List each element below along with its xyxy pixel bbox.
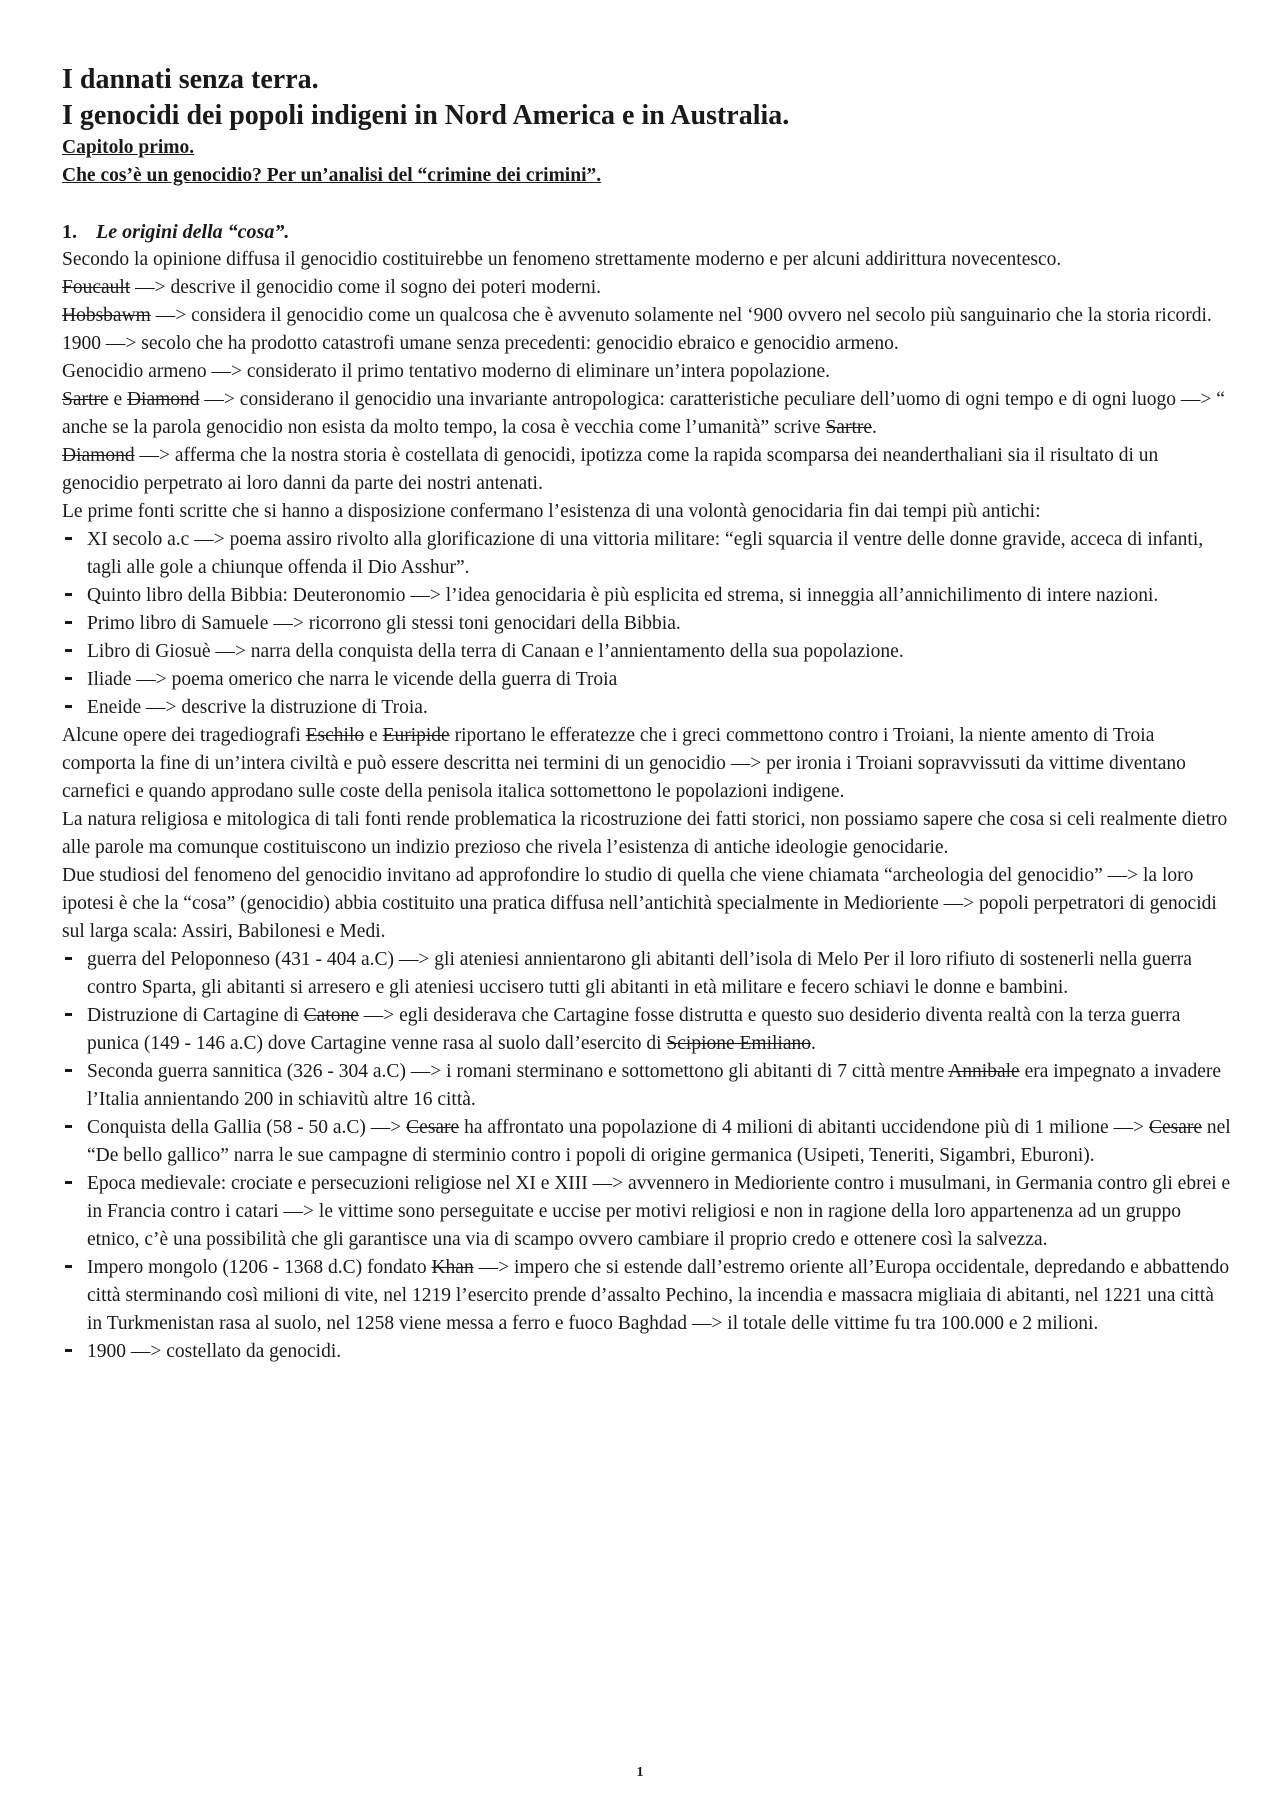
list-item: Iliade —> poema omerico che narra le vicende della guerra di Troia <box>62 666 1232 694</box>
list-item: 1900 —> costellato da genocidi. <box>62 1338 1232 1366</box>
list-item: Impero mongolo (1206 - 1368 d.C) fondato Khan —> impero che si estende dall’estremo oriente all’Europa occidentale, depredando e abbattendo città sterminando così milioni di vite, nel 1219 l’esercito prende d’assalto Pechino, la incendia e massacra migliaia di abitanti, nel 1221 una città in Turkmenistan rasa al suolo, nel 1258 viene messa a ferro e fuoco Baghdad —> il totale delle vittime fu tra 100.000 e 2 milioni. <box>62 1254 1232 1338</box>
paragraph-intro: Secondo la opinione diffusa il genocidio costituirebbe un fenomeno strettamente moderno e per alcuni addirittura novecentesco. <box>62 249 1062 270</box>
struck-name: Hobsbawm <box>62 305 151 326</box>
paragraph-1900: 1900 —> secolo che ha prodotto catastrofi umane senza precedenti: genocidio ebraico e genocidio armeno. <box>62 333 899 354</box>
document-title <box>62 62 1232 134</box>
list-item: XI secolo a.c —> poema assiro rivolto alla glorificazione di una vittoria militare: “egli squarcia il ventre delle donne gravide, acceca di infanti, tagli alle gole a chiunque offenda il Dio Asshur”. <box>62 526 1232 582</box>
struck-name: Foucault <box>62 277 131 298</box>
list-item: Distruzione di Cartagine di Catone —> egli desiderava che Cartagine fosse distrutta e questo suo desiderio diventa realtà con la terza guerra punica (149 - 146 a.C) dove Cartagine venne rasa al suolo dall’esercito di Scipione Emiliano. <box>62 1002 1232 1058</box>
struck-name: Catone <box>303 1005 359 1026</box>
title-line-2: I genocidi dei popoli indigeni in Nord America e in Australia. <box>62 100 790 131</box>
page-number: 1 <box>636 1765 644 1780</box>
section-title: Le origini della “cosa”. <box>96 221 290 243</box>
struck-name: Sartre <box>62 389 109 410</box>
paragraph-foucault: Foucault —> descrive il genocidio come il sogno dei poteri moderni. <box>62 277 602 298</box>
chapter-label: Capitolo primo. <box>62 137 195 158</box>
paragraph-hobsbawm: Hobsbawm —> considera il genocidio come un qualcosa che è avvenuto solamente nel ‘900 ovvero nel secolo più sanguinario che la storia ricordi. <box>62 305 1212 326</box>
paragraph-tragedy: Alcune opere dei tragediografi Eschilo e Euripide riportano le efferatezze che i greci commettono contro i Troiani, la niente amento di Troia comporta la fine di un’intera civiltà e può essere descritta nei termini di un genocidio —> per ironia i Troiani sopravvissuti da vittime diventano carnefici e quando approdano sulle coste della penisola italica sottomettono le popolazioni indigene. <box>62 725 1186 802</box>
struck-name: Diamond <box>62 445 135 466</box>
list-item: Conquista della Gallia (58 - 50 a.C) —> Cesare ha affrontato una popolazione di 4 milioni di abitanti uccidendone più di 1 milione —> Cesare nel “De bello gallico” narra le sue campagne di sterminio contro i popoli di origine germanica (Usipeti, Teneriti, Sigambri, Eburoni). <box>62 1114 1232 1170</box>
paragraph-armeno: Genocidio armeno —> considerato il primo tentativo moderno di eliminare un’intera popolazione. <box>62 361 831 382</box>
struck-name: Cesare <box>1148 1117 1203 1138</box>
struck-name: Sartre <box>825 417 873 438</box>
section-number: 1. <box>62 221 77 243</box>
list-item: Quinto libro della Bibbia: Deuteronomio —> l’idea genocidaria è più esplicita ed strema, si inneggia all’annichilimento di intere nazioni. <box>62 582 1232 610</box>
title-line-1: I dannati senza terra. <box>62 64 319 95</box>
paragraph-studiosi: Due studiosi del fenomeno del genocidio invitano ad approfondire lo studio di quella che viene chiamata “archeologia del genocidio” —> la loro ipotesi è che la “cosa” (genocidio) abbia costituito una pratica diffusa nell’antichità specialmente in Medioriente —> popoli perpetratori di genocidi sul larga scala: Assiri, Babilonesi e Medi. <box>62 865 1217 942</box>
historical-genocides-list <box>62 946 1232 1366</box>
list-item: Primo libro di Samuele —> ricorrono gli stessi toni genocidari della Bibbia. <box>62 610 1232 638</box>
paragraph-diamond: Diamond —> afferma che la nostra storia è costellata di genocidi, ipotizza come la rapida scomparsa dei neanderthaliani sia il risultato di un genocidio perpetrato ai loro danni da parte dei nostri antenati. <box>62 445 1159 494</box>
struck-name: Diamond <box>126 389 200 410</box>
paragraph-fonti: Le prime fonti scritte che si hanno a disposizione confermano l’esistenza di una volontà genocidaria fin dai tempi più antichi: <box>62 501 1041 522</box>
struck-name: Annibale <box>948 1061 1020 1082</box>
paragraph-sartre: Sartre e Diamond —> considerano il genocidio una invariante antropologica: caratteristiche peculiare dell’uomo di ogni tempo e di ogni luogo —> “ anche se la parola genocidio non esista da molto tempo, la cosa è vecchia come l’umanità” scrive Sartre. <box>62 389 1225 438</box>
struck-name: Euripide <box>382 725 450 746</box>
list-item: guerra del Peloponneso (431 - 404 a.C) —> gli ateniesi annientarono gli abitanti dell’isola di Melo Per il loro rifiuto di sostenerli nella guerra contro Sparta, gli abitanti si arresero e gli ateniesi uccisero tutti gli abitanti in età militare e fecero schiavi le donne e bambini. <box>62 946 1232 1002</box>
struck-name: Eschilo <box>305 725 365 746</box>
struck-name: Cesare <box>406 1117 460 1138</box>
struck-name: Khan <box>431 1257 474 1278</box>
list-item: Epoca medievale: crociate e persecuzioni religiose nel XI e XIII —> avvennero in Medioriente contro i musulmani, in Germania contro gli ebrei e in Francia contro i catari —> le vittime sono perseguitate e uccise per motivi religiosi e non in ragione della loro appartenenza ad un gruppo etnico, c’è una possibilità che gli garantisce una via di scampo ovvero cambiare il proprio credo e ottenere così la salvezza. <box>62 1170 1232 1254</box>
list-item: Libro di Giosuè —> narra della conquista della terra di Canaan e l’annientamento della sua popolazione. <box>62 638 1232 666</box>
struck-name: Scipione Emiliano <box>666 1033 812 1054</box>
section-heading <box>62 218 1232 246</box>
list-item: Seconda guerra sannitica (326 - 304 a.C) —> i romani sterminano e sottomettono gli abitanti di 7 città mentre Annibale era impegnato a invadere l’Italia annientando 200 in schiavitù altre 16 città. <box>62 1058 1232 1114</box>
document-page <box>62 62 1232 1366</box>
chapter-title: Che cos’è un genocidio? Per un’analisi del “crimine dei crimini”. <box>62 165 602 186</box>
ancient-sources-list <box>62 526 1232 722</box>
paragraph-natura: La natura religiosa e mitologica di tali fonti rende problematica la ricostruzione dei fatti storici, non possiamo sapere che cosa si celi realmente dietro alle parole ma comunque costituiscono un indizio prezioso che rivela l’esistenza di antiche ideologie genocidarie. <box>62 809 1228 858</box>
list-item: Eneide —> descrive la distruzione di Troia. <box>62 694 1232 722</box>
